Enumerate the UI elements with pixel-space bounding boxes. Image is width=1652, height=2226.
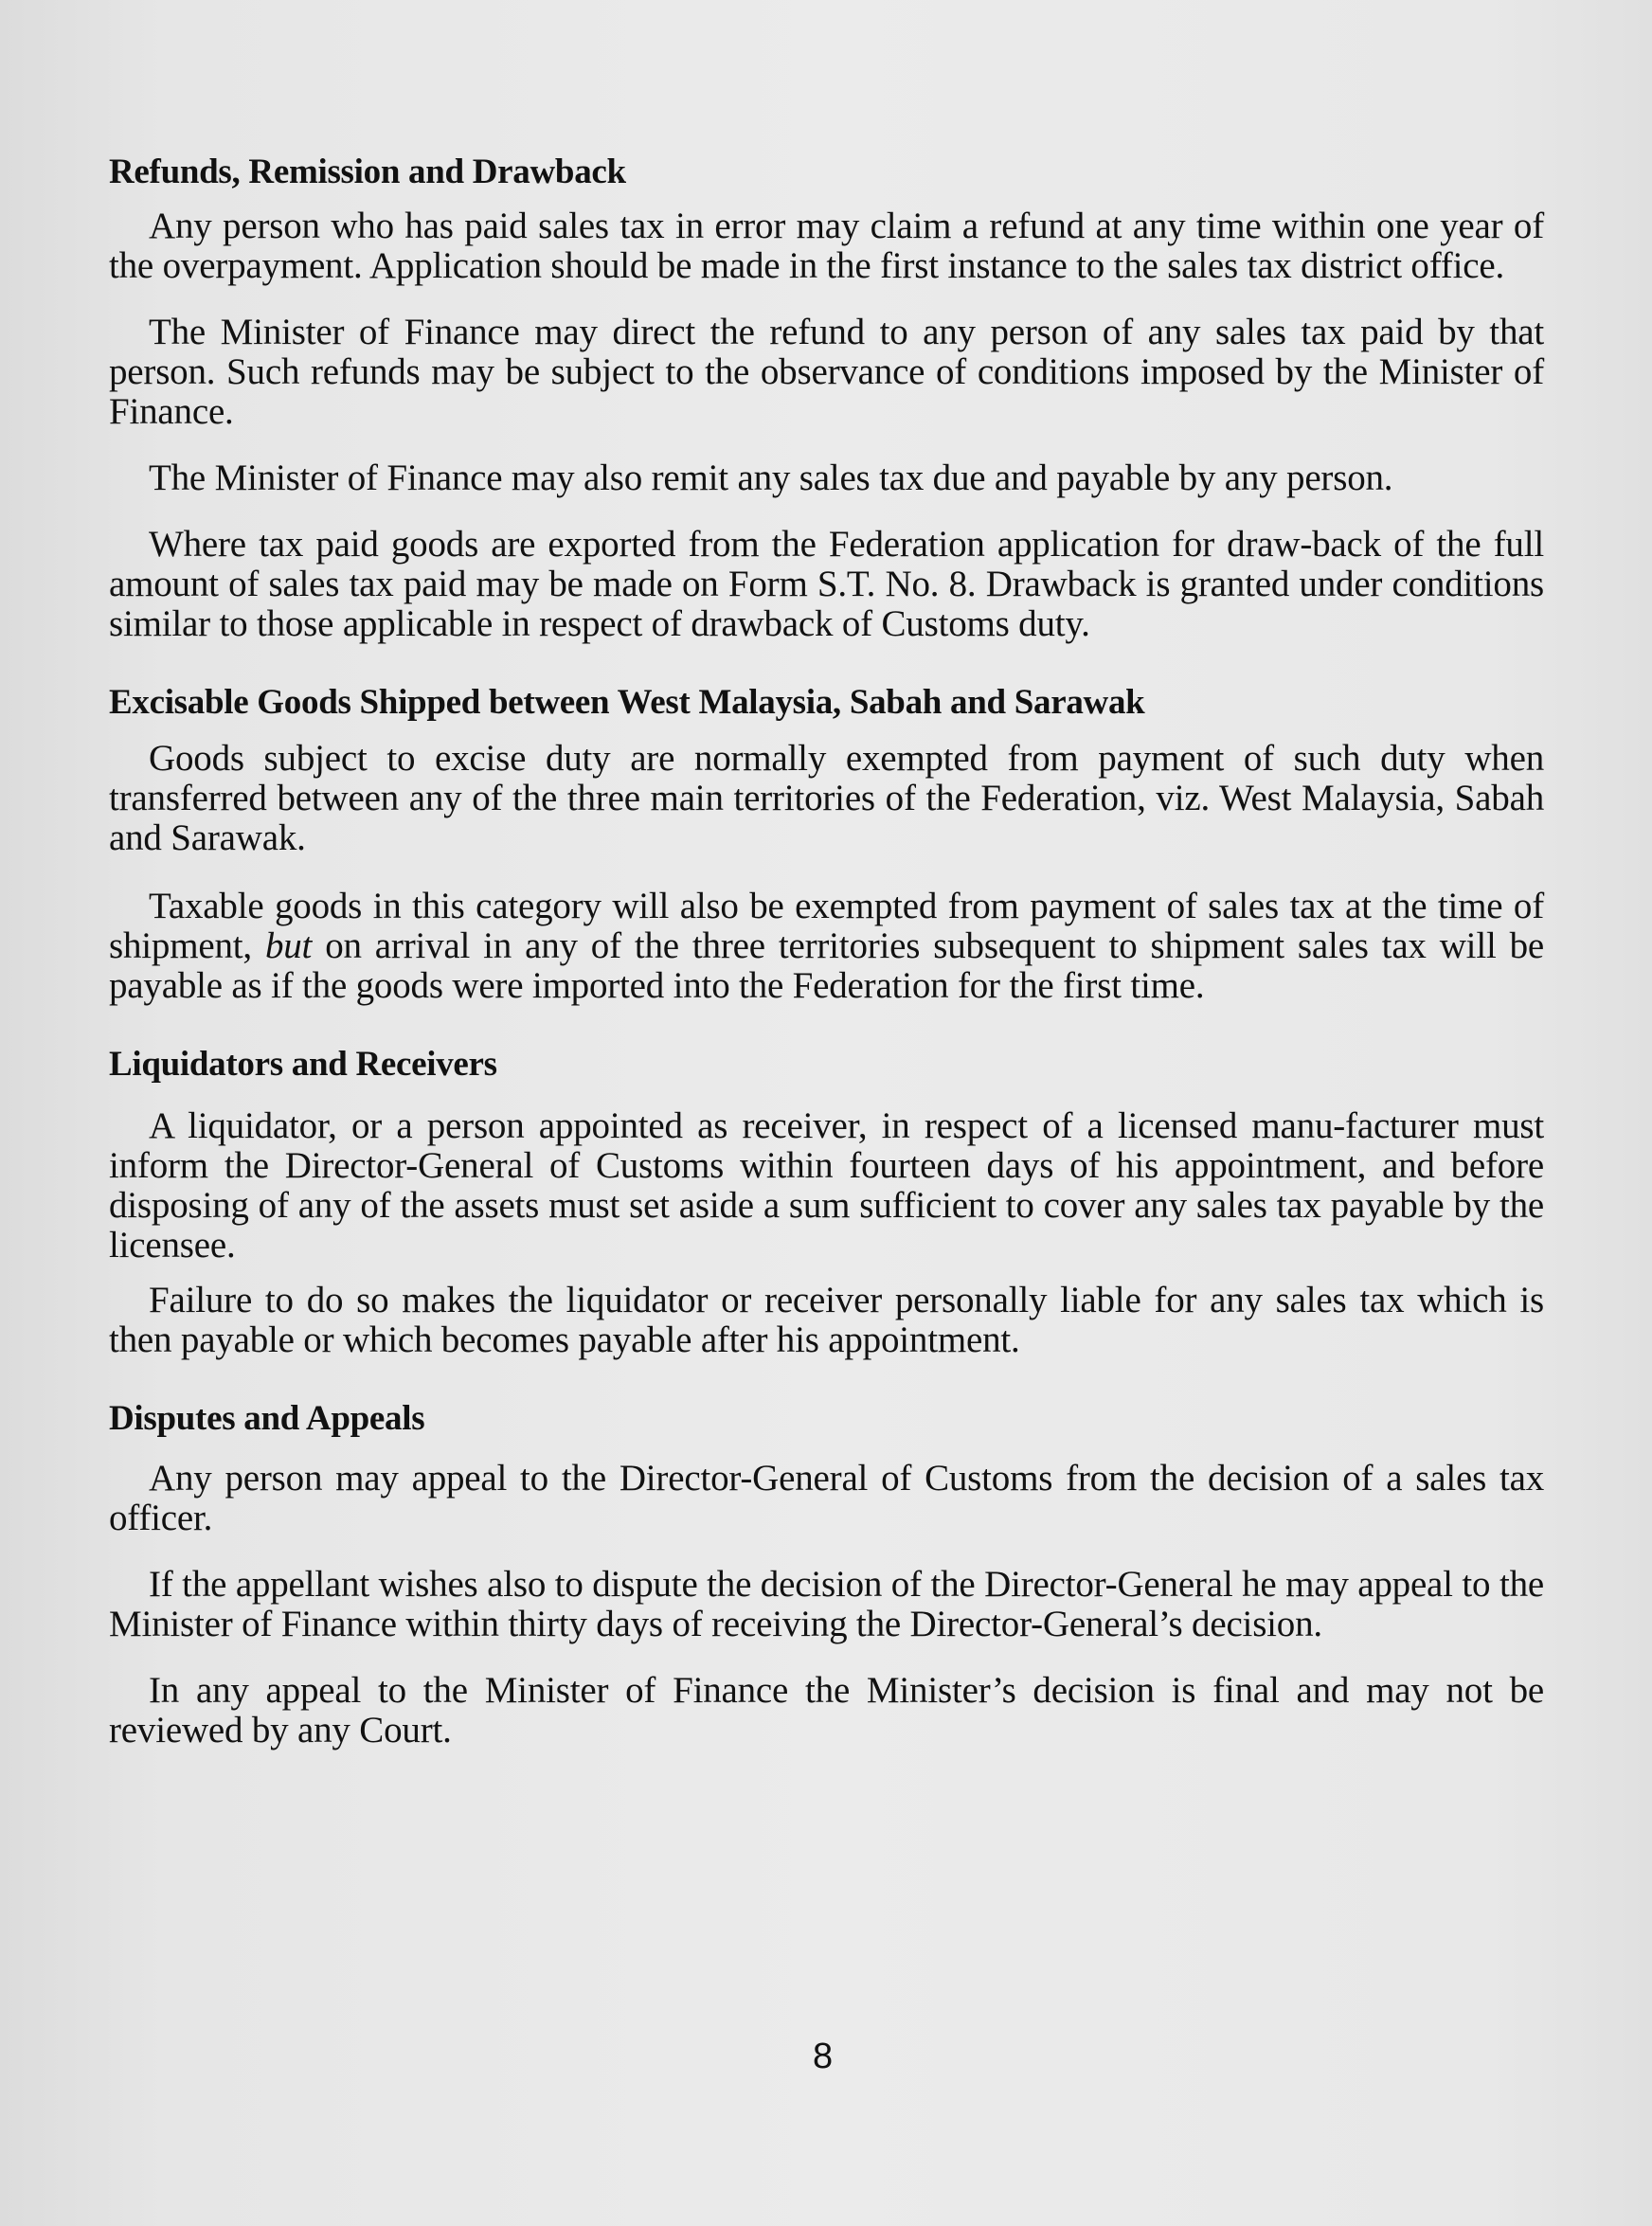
paragraph: Where tax paid goods are exported from the Federation application for draw-back of the full amount of sales tax paid may be made on Form S.T. No. 8. Drawback is granted under conditions similar to those applicable in respect of drawback of Customs duty. <box>109 524 1544 644</box>
section-heading-disputes: Disputes and Appeals <box>109 1399 425 1438</box>
paragraph: Any person may appeal to the Director-General of Customs from the decision of a sales tax officer. <box>109 1458 1544 1538</box>
paragraph: Goods subject to excise duty are normally exempted from payment of such duty when transferred between any of the three main territories of the Federation, viz. West Malaysia, Sabah and Sarawak. <box>109 738 1544 858</box>
section-heading-excisable-goods: Excisable Goods Shipped between West Malaysia, Sabah and Sarawak <box>109 683 1145 722</box>
paragraph: Failure to do so makes the liquidator or receiver personally liable for any sales tax which is then payable or which becomes payable after his appointment. <box>109 1280 1544 1360</box>
text-run: Taxable goods in this category will also be exempted from payment of sales tax at the time of shipment, <box>109 886 1544 966</box>
italic-text: but <box>264 925 313 966</box>
paragraph: If the appellant wishes also to dispute the decision of the Director-General he may appeal to the Minister of Finance within thirty days of receiving the Director-General’s decision. <box>109 1564 1544 1644</box>
paragraph: A liquidator, or a person appointed as receiver, in respect of a licensed manu-facturer must inform the Director-General of Customs within fourteen days of his appointment, and before disposing of any of the assets must set aside a sum sufficient to cover any sales tax payable by the licensee. <box>109 1105 1544 1266</box>
paragraph: The Minister of Finance may direct the refund to any person of any sales tax paid by that person. Such refunds may be subject to the observance of conditions imposed by the Minister of Finance. <box>109 312 1544 432</box>
text-run: on arrival in any of the three territories subsequent to shipment sales tax will be payable as if the goods were imported into the Federation for the first time. <box>109 925 1544 1006</box>
document-page <box>109 152 1544 1750</box>
section-heading-liquidators: Liquidators and Receivers <box>109 1045 497 1084</box>
paragraph: The Minister of Finance may also remit any sales tax due and payable by any person. <box>149 458 1393 498</box>
section-heading-refunds: Refunds, Remission and Drawback <box>109 153 626 191</box>
paragraph: Any person who has paid sales tax in error may claim a refund at any time within one year of the overpayment. Application should be made in the first instance to the sales tax district office. <box>109 206 1544 286</box>
paragraph <box>109 887 1544 1006</box>
page-number: 8 <box>813 2037 834 2076</box>
paragraph: In any appeal to the Minister of Finance the Minister’s decision is final and may not be reviewed by any Court. <box>109 1670 1544 1750</box>
